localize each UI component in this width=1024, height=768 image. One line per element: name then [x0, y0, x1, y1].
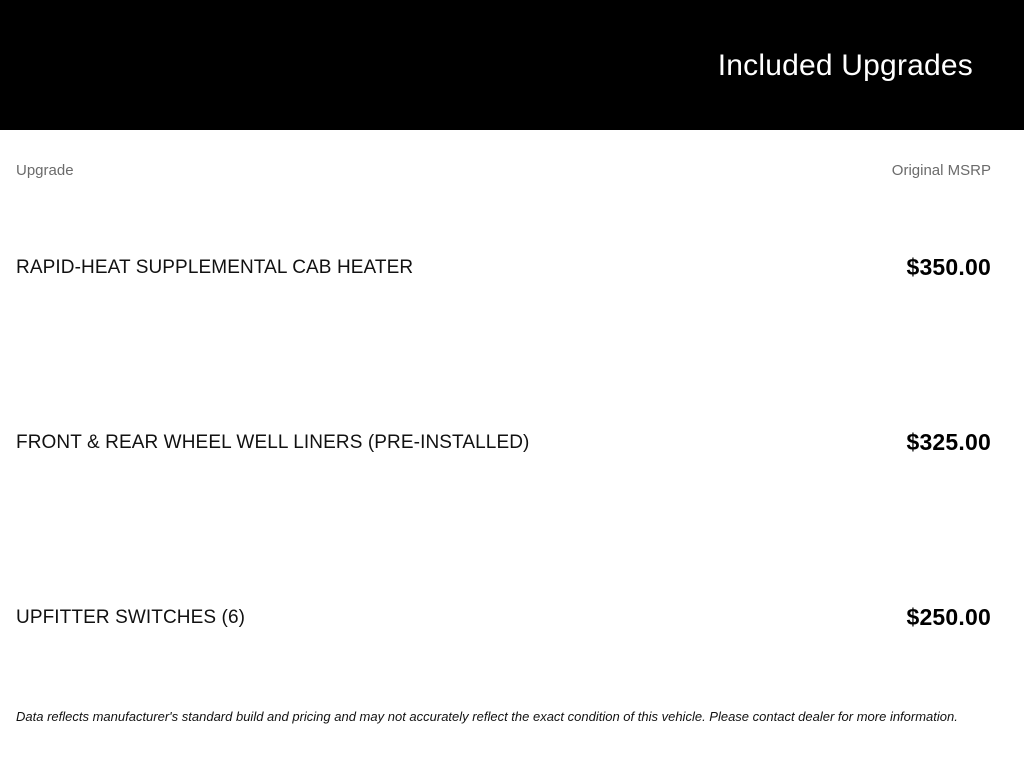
page-header [0, 0, 1024, 130]
table-header-row [16, 162, 991, 180]
upgrades-table [0, 130, 1024, 768]
table-row [16, 530, 991, 705]
table-row [16, 355, 991, 530]
upgrade-name: FRONT & REAR WHEEL WELL LINERS (PRE-INSTALLED) [16, 431, 530, 453]
disclaimer-text: Data reflects manufacturer's standard build and pricing and may not accurately reflect the exact condition of this vehicle. Please contact dealer for more information. [16, 709, 958, 724]
page-title: Included Upgrades [717, 49, 973, 82]
upgrade-price: $325.00 [906, 429, 991, 455]
column-header-original-msrp: Original MSRP [891, 162, 991, 179]
upgrade-price: $250.00 [906, 604, 991, 630]
table-row [16, 180, 991, 355]
upgrade-name: UPFITTER SWITCHES (6) [16, 606, 246, 628]
column-header-upgrade: Upgrade [16, 162, 74, 179]
upgrade-price: $350.00 [906, 254, 991, 280]
upgrade-name: RAPID-HEAT SUPPLEMENTAL CAB HEATER [16, 256, 414, 278]
